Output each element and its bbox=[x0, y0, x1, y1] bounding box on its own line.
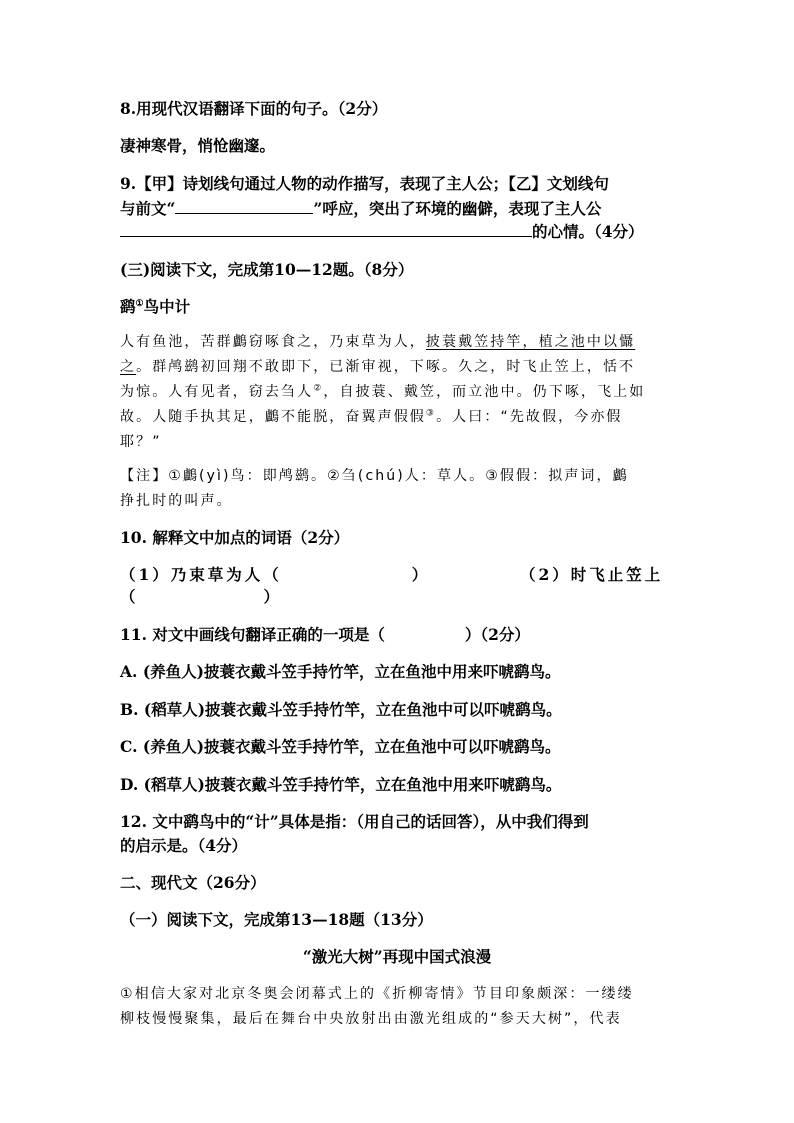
passage-line-3 bbox=[120, 381, 645, 401]
question-8-sentence: 凄神寒骨，悄怆幽邃。 bbox=[120, 136, 276, 155]
passage-title bbox=[120, 295, 190, 317]
passage-text: ，自披蓑、戴笠，而立池中。仍下啄，飞上如 bbox=[323, 384, 646, 400]
note-marker-2: ② bbox=[313, 383, 324, 394]
q11-title-text: 11. 对文中画线句翻译正确的一项是（ bbox=[120, 625, 385, 644]
option-c[interactable]: C. (养鱼人)披蓑衣戴斗笠手持竹竿，立在鱼池中可以吓唬鹞鸟。 bbox=[120, 737, 561, 756]
question-11-title bbox=[120, 623, 530, 645]
q10-close-1: ） bbox=[411, 565, 431, 584]
option-a[interactable]: A. (养鱼人)披蓑衣戴斗笠手持竹竿，立在鱼池中用来吓唬鹞鸟。 bbox=[120, 662, 561, 681]
passage-line-2 bbox=[120, 356, 635, 376]
passage-text: 。人曰：“先故假，今亦假 bbox=[436, 409, 623, 425]
question-9-line2 bbox=[120, 197, 601, 219]
question-10-item-2: （2）时飞止笠上 bbox=[520, 565, 664, 584]
q9-text-c: 的心情。（4分） bbox=[532, 222, 644, 241]
q9-answer-blank-1[interactable] bbox=[175, 199, 313, 214]
q11-title-end: ）（2分） bbox=[464, 625, 530, 644]
question-10-title: 10. 解释文中加点的词语（2分） bbox=[120, 528, 350, 547]
part-2-subheading: （一）阅读下文，完成第13—18题（13分） bbox=[120, 910, 433, 929]
underlined-sentence: 披蓑戴笠持竿，植之池中以懾 bbox=[425, 334, 636, 350]
question-12-line1: 12. 文中鹞鸟中的“计”具体是指：（用自己的话回答），从中我们得到 bbox=[120, 812, 589, 831]
q9-text-b: ”呼应，突出了环境的幽僻，表现了主人公 bbox=[313, 199, 602, 218]
option-b[interactable]: B. (稻草人)披蓑衣戴斗笠手持竹竿，立在鱼池中可以吓唬鹞鸟。 bbox=[120, 700, 562, 719]
article-paragraph-line-2: 柳枝慢慢聚集，最后在舞台中央放射出由激光组成的“参天大树”，代表 bbox=[120, 1011, 622, 1027]
q9-text-a: 与前文“ bbox=[120, 199, 176, 218]
passage-line-1 bbox=[120, 331, 635, 351]
passage-line-5: 耶？” bbox=[120, 434, 162, 450]
part-2-heading: 二、现代文（26分） bbox=[120, 873, 266, 892]
q10-item1-text: （1）乃束草为人（ bbox=[120, 565, 282, 584]
passage-line-4 bbox=[120, 406, 623, 426]
question-9-line3 bbox=[120, 220, 644, 242]
passage-text: 为惊。人有见者，窃去刍人 bbox=[120, 384, 314, 400]
note-marker-3: ③ bbox=[425, 408, 437, 419]
question-10-item-1 bbox=[120, 563, 430, 585]
q10-open-2: （ bbox=[120, 587, 136, 606]
question-10-item-2-blank bbox=[120, 585, 279, 607]
passage-text: 。群鸬鹚初回翔不敢即下，已渐审视，下啄。久之，时飞止笠上，恬不 bbox=[136, 359, 636, 375]
annotation-line-2: 挣扎时的叫声。 bbox=[120, 493, 233, 509]
q10-close-2: ） bbox=[263, 587, 280, 606]
option-d[interactable]: D. (稻草人)披蓑衣戴斗笠手持竹竿，立在鱼池中用来吓唬鹞鸟。 bbox=[120, 775, 562, 794]
article-paragraph-line-1: ①相信大家对北京冬奥会闭幕式上的《折柳寄情》节目印象颇深：一缕缕 bbox=[120, 986, 634, 1002]
question-9-line1: 9.【甲】诗划线句通过人物的动作描写，表现了主人公；【乙】文划线句 bbox=[120, 174, 609, 193]
q9-answer-blank-2[interactable] bbox=[120, 222, 532, 237]
title-post: 鸟中计 bbox=[143, 297, 191, 316]
underlined-sentence-end: 之 bbox=[120, 359, 137, 375]
question-12-line2: 的启示是。（4分） bbox=[120, 836, 248, 855]
question-8-title: 8.用现代汉语翻译下面的句子。（2分） bbox=[120, 99, 388, 118]
passage-text: 人有鱼池，苦群鸕窃啄食之，乃束草为人， bbox=[120, 334, 426, 350]
article-title: “激光大树”再现中国式浪漫 bbox=[302, 947, 492, 966]
section-3-heading: (三)阅读下文，完成第10—12题。（8分） bbox=[120, 260, 414, 279]
note-marker-1: ① bbox=[135, 298, 144, 309]
title-pre: 鹞 bbox=[120, 297, 136, 316]
passage-text: 故。人随手执其足，鸕不能脱，奋翼声假假 bbox=[120, 409, 426, 425]
annotation-line-1: 【注】①鸕(yì)鸟：即鸬鹚。②刍(chú)人：草人。③假假：拟声词，鸕 bbox=[120, 468, 629, 484]
